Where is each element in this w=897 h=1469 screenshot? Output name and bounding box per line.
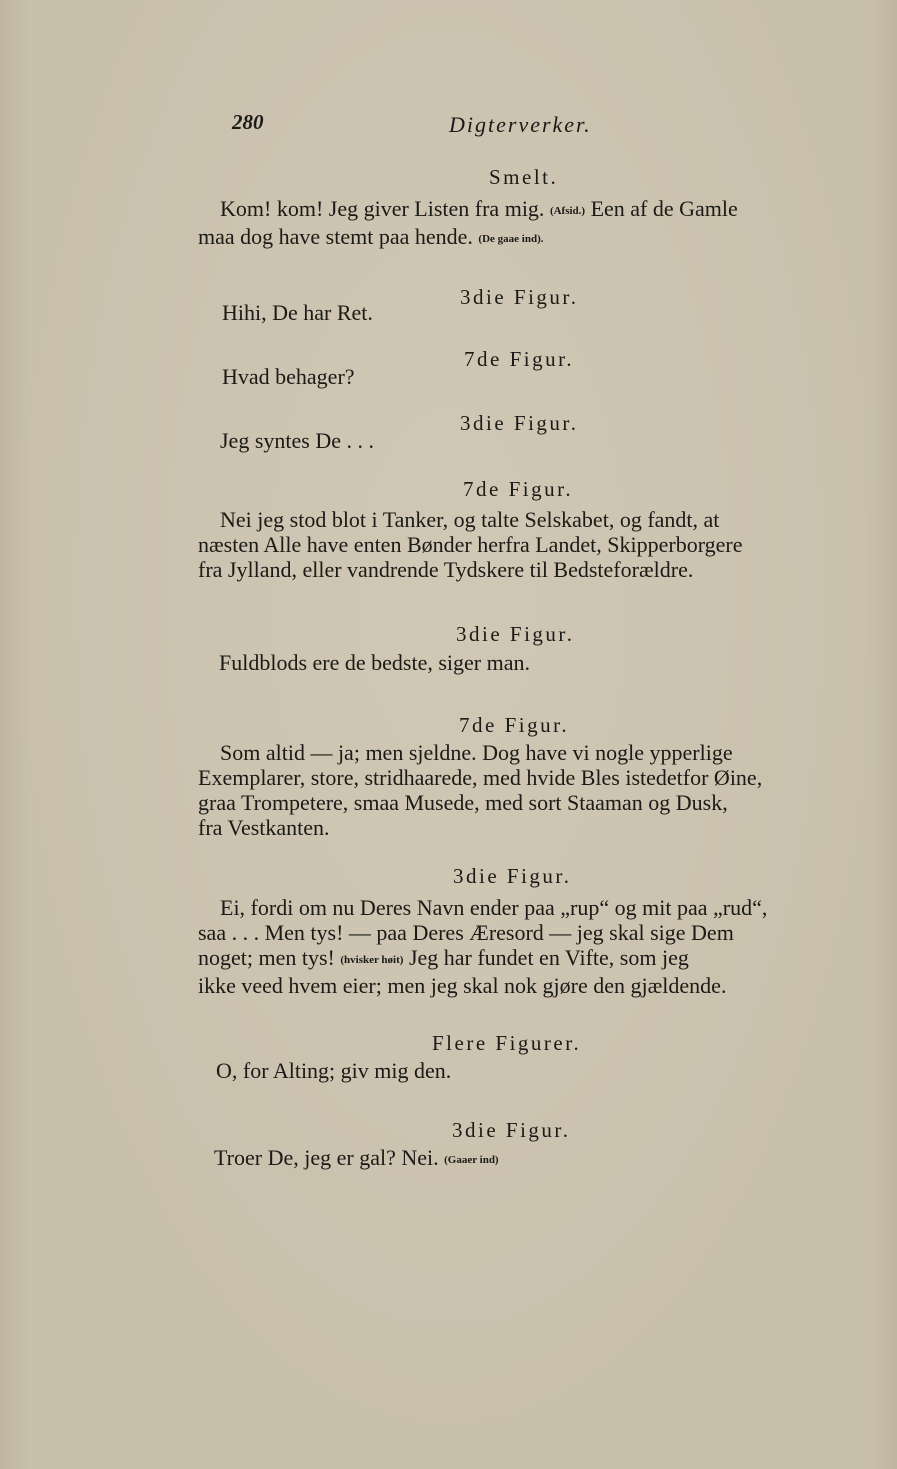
dialogue-line: fra Vestkanten. — [198, 815, 330, 840]
dialogue-line: noget; men tys! (hvisker høit) Jeg har fundet en Vifte, som jeg — [198, 945, 689, 970]
dialogue-line: O, for Alting; giv mig den. — [216, 1058, 452, 1083]
dialogue-paragraph — [198, 507, 840, 582]
stage-direction: (hvisker høit) — [340, 954, 404, 966]
dialogue-line: Exemplarer, store, stridhaarede, med hvide Bles istedetfor Øine, — [198, 765, 763, 790]
dialogue-paragraph — [198, 740, 840, 840]
speaker-name: 3die Figur. — [460, 285, 579, 309]
dialogue-line: Hihi, De har Ret. — [222, 300, 373, 325]
dialogue-line: Nei jeg stod blot i Tanker, og talte Selskabet, og fandt, at — [220, 507, 720, 532]
dialogue-line: fra Jylland, eller vandrende Tydskere til Bedsteforældre. — [198, 557, 694, 582]
stage-direction: (De gaae ind). — [478, 233, 544, 245]
speaker-name: 3die Figur. — [452, 1118, 571, 1142]
dialogue-line: Jeg syntes De . . . — [220, 428, 374, 453]
dialogue-line: Hvad behager? — [222, 364, 355, 389]
dialogue-line: saa . . . Men tys! — paa Deres Æresord — jeg skal sige Dem — [198, 920, 734, 945]
dialogue-line: maa dog have stemt paa hende. (De gaae ind). — [198, 224, 544, 249]
page-number: 280 — [232, 110, 264, 134]
dialogue-line: Som altid — ja; men sjeldne. Dog have vi nogle ypperlige — [220, 740, 733, 765]
dialogue-line: Ei, fordi om nu Deres Navn ender paa „rup“ og mit paa „rud“, — [220, 895, 768, 920]
dialogue-line: Fuldblods ere de bedste, siger man. — [219, 650, 530, 675]
stage-direction: (Gaaer ind) — [444, 1154, 499, 1166]
dialogue-paragraph — [198, 196, 840, 252]
speaker-name: 3die Figur. — [460, 411, 579, 435]
speaker-name: 3die Figur. — [453, 864, 572, 888]
running-title: Digterverker. — [449, 112, 592, 137]
dialogue-line: Troer De, jeg er gal? Nei. (Gaaer ind) — [214, 1145, 499, 1170]
dialogue-line: graa Trompetere, smaa Musede, med sort Staaman og Dusk, — [198, 790, 728, 815]
speaker-name: 3die Figur. — [456, 622, 575, 646]
stage-direction: (Afsid.) — [549, 205, 586, 217]
speaker-name: 7de Figur. — [463, 477, 574, 501]
dialogue-line: ikke veed hvem eier; men jeg skal nok gjøre den gjældende. — [198, 973, 727, 998]
dialogue-line: næsten Alle have enten Bønder herfra Landet, Skipperborgere — [198, 532, 743, 557]
dialogue-paragraph — [198, 895, 840, 998]
speaker-name: 7de Figur. — [464, 347, 575, 371]
speaker-name: Smelt. — [489, 165, 559, 189]
speaker-name: Flere Figurer. — [432, 1031, 582, 1055]
dialogue-line: Kom! kom! Jeg giver Listen fra mig. (Afsid.) Een af de Gamle — [220, 196, 738, 221]
speaker-name: 7de Figur. — [459, 713, 570, 737]
